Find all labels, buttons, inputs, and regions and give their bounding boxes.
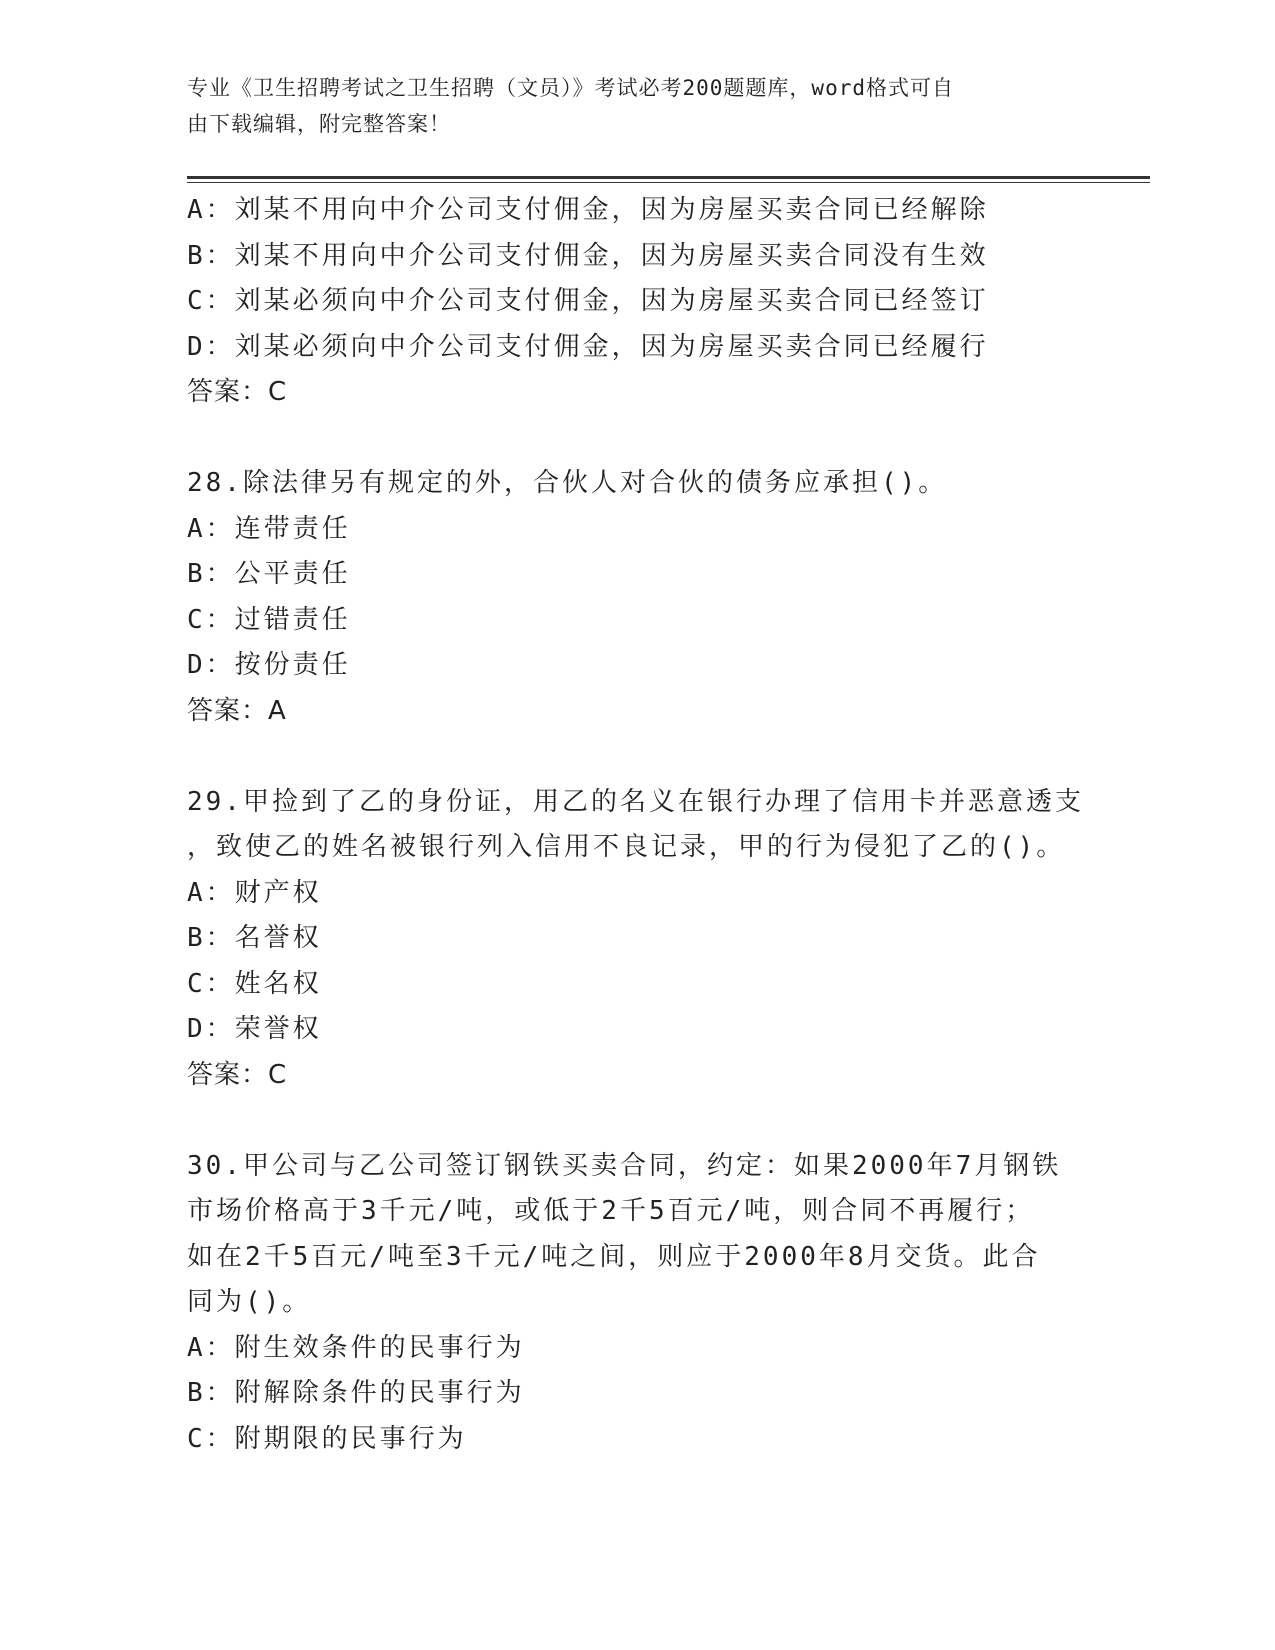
option-b: B：名誉权 xyxy=(187,923,322,953)
option-d: D：荣誉权 xyxy=(187,1014,322,1044)
spacer xyxy=(187,734,1087,780)
option-c: C：姓名权 xyxy=(187,968,322,999)
question-text: ，致使乙的姓名被银行列入信用不良记录，甲的行为侵犯了乙的()。 xyxy=(187,832,1066,862)
option-c: C：附期限的民事行为 xyxy=(187,1423,467,1454)
option-c: C：刘某必须向中介公司支付佣金，因为房屋买卖合同已经签订 xyxy=(187,286,989,316)
option-a: A：连带责任 xyxy=(187,513,351,544)
option-d: D：按份责任 xyxy=(187,650,351,680)
question-text: 29.甲捡到了乙的身份证，用乙的名义在银行办理了信用卡并恶意透支 xyxy=(187,786,1084,817)
question-list xyxy=(187,188,1087,1462)
question-block xyxy=(187,780,1087,1099)
option-b: B：公平责任 xyxy=(187,559,351,589)
question-block xyxy=(187,1144,1087,1463)
question-block xyxy=(187,461,1087,734)
option-a: A：财产权 xyxy=(187,877,322,908)
question-text: 市场价格高于3千元/吨，或低于2千5百元/吨，则合同不再履行； xyxy=(187,1196,1035,1226)
option-a: A：刘某不用向中介公司支付佣金，因为房屋买卖合同已经解除 xyxy=(187,195,989,225)
header-divider-thin xyxy=(187,182,1150,183)
header-divider xyxy=(187,176,1150,179)
spacer xyxy=(187,1098,1087,1144)
option-c: C：过错责任 xyxy=(187,604,351,635)
spacer xyxy=(187,416,1087,462)
question-text: 30.甲公司与乙公司签订钢铁买卖合同，约定：如果2000年7月钢铁 xyxy=(187,1150,1062,1181)
option-b: B：刘某不用向中介公司支付佣金，因为房屋买卖合同没有生效 xyxy=(187,240,989,271)
question-text: 如在2千5百元/吨至3千元/吨之间，则应于2000年8月交货。此合 xyxy=(187,1241,1041,1272)
answer-line: 答案：C xyxy=(187,1059,288,1090)
question-text: 同为()。 xyxy=(187,1287,312,1317)
option-d: D：刘某必须向中介公司支付佣金，因为房屋买卖合同已经履行 xyxy=(187,331,989,362)
header-line: 由下载编辑，附完整答案！ xyxy=(187,112,451,136)
option-a: A：附生效条件的民事行为 xyxy=(187,1332,525,1363)
answer-line: 答案：A xyxy=(187,695,287,726)
question-text: 28.除法律另有规定的外，合伙人对合伙的债务应承担()。 xyxy=(187,468,948,498)
document-header xyxy=(187,70,1067,142)
option-b: B：附解除条件的民事行为 xyxy=(187,1378,525,1408)
question-block xyxy=(187,188,1087,416)
header-line: 专业《卫生招聘考试之卫生招聘（文员）》考试必考200题题库，word格式可自 xyxy=(187,76,954,100)
answer-line: 答案：C xyxy=(187,377,288,407)
